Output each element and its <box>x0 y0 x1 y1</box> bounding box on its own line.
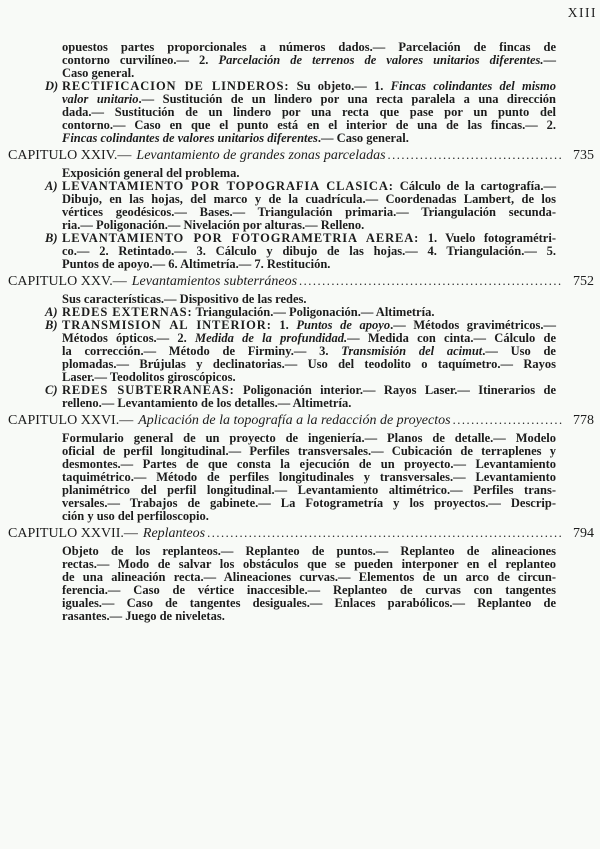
text-segment: dada.— Sustitución de un lindero por una recta que pase por un punto del <box>62 105 556 119</box>
text-segment: Cálculo de la cartografía.— <box>393 179 556 193</box>
text-segment: Poligonación interior.— Rayos Laser.— Itinerarios de <box>234 383 556 397</box>
chapter-page-number: 778 <box>573 413 594 428</box>
text-segment: rectas.— Modo de salvar los obstáculos que se pueden interponer en el replanteo <box>62 557 556 571</box>
chapter-page-number: 752 <box>573 274 594 289</box>
dot-leader <box>388 147 562 164</box>
chapter-label: CAPITULO XXIV.— <box>8 148 132 163</box>
chapter-page-number: 735 <box>573 148 594 163</box>
text-segment: RECTIFICACION DE LINDEROS: <box>62 79 290 93</box>
chapter-title: Levantamientos subterráneos <box>131 274 298 289</box>
item-label: A) <box>45 305 58 319</box>
text-segment: planimétrico del perfil longitudinal.— Levantamiento altimétrico.— Perfiles trans- <box>62 483 556 497</box>
text-segment: LEVANTAMIENTO POR TOPOGRAFIA CLASICA: <box>62 179 394 193</box>
item-label: D) <box>45 79 59 93</box>
text-segment: ferencia.— Caso de vértice inaccesible.— Replanteo de curvas con tangentes <box>62 583 556 597</box>
toc-paragraph <box>62 432 556 523</box>
text-segment: valor unitario <box>62 92 139 106</box>
toc-line <box>62 258 556 271</box>
text-segment: Exposición general del problema. <box>62 166 240 180</box>
text-segment: la corrección.— Método de Firminy.— 3. <box>62 344 342 358</box>
item-label: A) <box>45 179 58 193</box>
text-segment: vértices geodésicos.— Bases.— Triangulación primaria.— Triangulación secunda- <box>62 205 556 219</box>
text-segment: contorno curvilíneo.— 2. <box>62 53 219 67</box>
chapter-heading <box>8 147 594 164</box>
toc-blocks <box>0 41 600 623</box>
chapter-title: Levantamiento de grandes zonas parceladas <box>136 148 386 163</box>
chapter-title: Aplicación de la topografía a la redacción de proyectos <box>138 413 451 428</box>
chapter-heading <box>8 525 594 542</box>
toc-item <box>45 179 556 232</box>
text-segment: Sus características.— Dispositivo de las redes. <box>62 292 307 306</box>
text-segment: 1. Vuelo fotogramétri- <box>419 231 556 245</box>
toc-line <box>62 510 556 523</box>
text-segment: .— Uso de <box>482 344 556 358</box>
toc-line <box>62 397 556 410</box>
item-label: C) <box>45 383 58 397</box>
text-segment: — <box>543 53 556 67</box>
text-segment: ria.— Poligonación.— Nivelación por alturas.— Relleno. <box>62 218 365 232</box>
text-segment: .— Sustitución de un lindero por una recta paralela a una dirección <box>138 92 556 106</box>
text-segment: rasantes.— Juego de niveletas. <box>62 609 225 623</box>
text-segment: relleno.— Levantamiento de los detalles.— Altimetría. <box>62 396 352 410</box>
text-segment: co.— 2. Retintado.— 3. Cálculo y dibujo de las hojas.— 4. Triangulación.— 5. <box>62 244 556 258</box>
text-segment: Formulario general de un proyecto de ingeniería.— Planos de detalle.— Modelo <box>62 431 556 445</box>
text-segment: de una alineación recta.— Alineaciones curvas.— Elementos de un arco de circun- <box>62 570 556 584</box>
toc-line <box>62 610 556 623</box>
text-segment: LEVANTAMIENTO POR FOTOGRAMETRIA AEREA: <box>62 231 420 245</box>
toc-line <box>62 132 556 145</box>
text-segment: Laser.— Teodolitos giroscópicos. <box>62 370 236 384</box>
text-segment: Métodos ópticos.— 2. <box>62 331 196 345</box>
chapter-title: Replanteos <box>142 526 206 541</box>
toc-item <box>45 79 557 145</box>
text-segment: Transmisión del acimut <box>341 344 483 358</box>
chapter-heading <box>8 412 594 429</box>
toc-line <box>62 54 556 67</box>
text-segment: Su objeto.— 1. <box>289 79 391 93</box>
chapter-label: CAPITULO XXVI.— <box>8 413 134 428</box>
chapter-label: CAPITULO XXVII.— <box>8 526 138 541</box>
text-segment: Caso general. <box>62 66 135 80</box>
text-segment: plomadas.— Brújulas y declinatorias.— Uso del teodolito o taquímetro.— Rayos <box>62 357 556 371</box>
text-segment: REDES SUBTERRANEAS: <box>62 383 235 397</box>
toc-paragraph <box>62 41 556 80</box>
item-label: B) <box>45 231 58 245</box>
toc-item <box>45 231 556 271</box>
chapter-page-number: 794 <box>573 526 594 541</box>
text-segment: Puntos de apoyo.— 6. Altimetría.— 7. Restitución. <box>62 257 331 271</box>
dot-leader <box>207 525 562 542</box>
text-segment: iguales.— Caso de tangentes desiguales.— Enlaces parabólicos.— Replanteo de <box>62 596 556 610</box>
chapter-label: CAPITULO XXV.— <box>8 274 127 289</box>
toc-paragraph <box>62 545 556 623</box>
dot-leader <box>299 273 562 290</box>
text-segment: — Medida con cinta.— Cálculo de <box>347 331 556 345</box>
text-segment: ción y uso del perfiloscopio. <box>62 509 209 523</box>
toc-item <box>45 318 557 384</box>
item-label: B) <box>45 318 58 332</box>
text-segment: Medida de la profundidad. <box>195 331 348 345</box>
text-segment: Fincas colindantes del mismo <box>390 79 557 93</box>
toc-item <box>45 383 556 410</box>
text-segment: TRANSMISION AL INTERIOR: <box>62 318 272 332</box>
text-segment: desmontes.— Partes de que consta la ejecución de un proyecto.— Levantamiento <box>62 457 556 471</box>
text-segment: 1. <box>271 318 297 332</box>
text-segment: .— Métodos gravimétricos.— <box>390 318 557 332</box>
text-segment: Dibujo, en las hojas, del marco y de la cuadrícula.— Coordenadas Lambert, de los <box>62 192 556 206</box>
text-segment: Fincas colindantes de valores unitarios diferentes <box>62 131 318 145</box>
text-segment: taquimétrico.— Método de perfiles longitudinales y transversales.— Levantamiento <box>62 470 556 484</box>
text-segment: Puntos de apoyo <box>296 318 391 332</box>
text-segment: Triangulación.— Poligonación.— Altimetría. <box>192 305 435 319</box>
text-segment: REDES EXTERNAS: <box>62 305 193 319</box>
text-segment: versales.— Trabajos de gabinete.— La Fotogrametría y los proyectos.— Descrip- <box>62 496 556 510</box>
text-segment: oficial de perfil longitudinal.— Perfiles transversales.— Cubicación de terraplenes y <box>62 444 556 458</box>
text-segment: Objeto de los replanteos.— Replanteo de puntos.— Replanteo de alineaciones <box>62 544 556 558</box>
text-segment: .— Caso general. <box>317 131 409 145</box>
dot-leader <box>453 412 562 429</box>
text-segment: Parcelación de terrenos de valores unitarios diferentes. <box>218 53 544 67</box>
chapter-heading <box>8 273 594 290</box>
text-segment: opuestos partes proporcionales a números dados.— Parcelación de fincas de <box>62 40 556 54</box>
text-segment: contorno.— Caso en que el punto está en el interior de una de las fincas.— 2. <box>62 118 556 132</box>
page-number-folio: XIII <box>567 5 597 20</box>
